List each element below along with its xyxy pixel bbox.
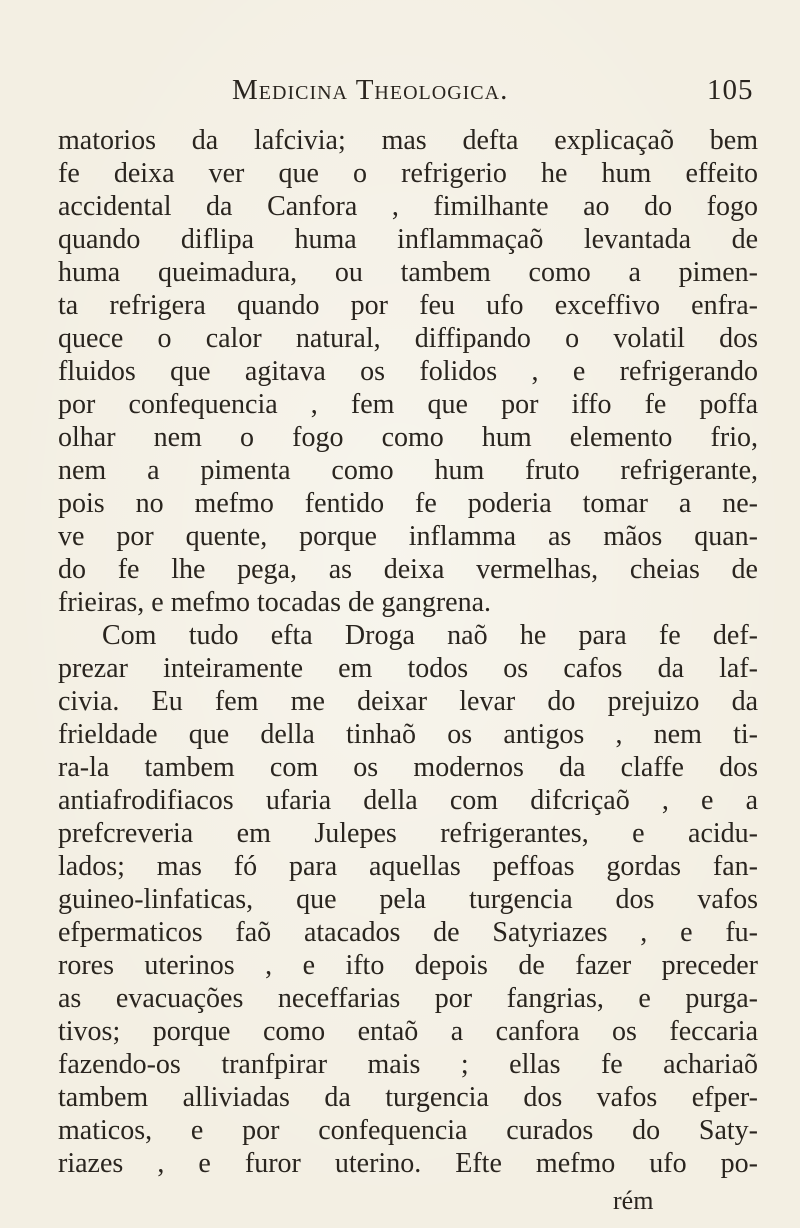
text-line: olhar nem o fogo como hum elemento frio, — [58, 422, 758, 453]
text-line: antiafrodifiacos ufaria della com difcriçaõ , e a — [58, 785, 758, 816]
text-line: quando diflipa huma inflammaçaõ levantada de — [58, 224, 758, 255]
text-line: matorios da lafcivia; mas defta explicaçaõ bem — [58, 125, 758, 156]
text-line: maticos, e por confequencia curados do Saty- — [58, 1115, 758, 1146]
text-line: prezar inteiramente em todos os cafos da laf- — [58, 653, 758, 684]
text-line: fe deixa ver que o refrigerio he hum effeito — [58, 158, 758, 189]
text-line: fluidos que agitava os folidos , e refrigerando — [58, 356, 758, 387]
text-line: do fe lhe pega, as deixa vermelhas, cheias de — [58, 554, 758, 585]
catchword: rém — [613, 1186, 654, 1215]
text-line: frieldade que della tinhaõ os antigos , nem ti- — [58, 719, 758, 750]
text-line: guineo-linfaticas, que pela turgencia dos vafos — [58, 884, 758, 915]
text-line: frieiras, e mefmo tocadas de gangrena. — [58, 587, 492, 618]
text-line: prefcreveria em Julepes refrigerantes, e acidu- — [58, 818, 758, 849]
text-line: efpermaticos faõ atacados de Satyriazes , e fu- — [58, 917, 758, 948]
text-line: ta refrigera quando por feu ufo exceffivo enfra- — [58, 290, 758, 321]
running-head — [232, 74, 752, 114]
text-line: huma queimadura, ou tambem como a pimen- — [58, 257, 758, 288]
text-line: lados; mas fó para aquellas peffoas gordas fan- — [58, 851, 758, 882]
text-line: accidental da Canfora , fimilhante ao do fogo — [58, 191, 758, 222]
text-line: fazendo-os tranfpirar mais ; ellas fe achariaõ — [58, 1049, 758, 1080]
text-line: riazes , e furor uterino. Efte mefmo ufo po- — [58, 1148, 758, 1179]
page-number: 105 — [707, 74, 754, 106]
text-line: tivos; porque como entaõ a canfora os feccaria — [58, 1016, 758, 1047]
text-line: tambem alliviadas da turgencia dos vafos efper- — [58, 1082, 758, 1113]
text-line: quece o calor natural, diffipando o volatil dos — [58, 323, 758, 354]
text-line: pois no mefmo fentido fe poderia tomar a ne- — [58, 488, 758, 519]
text-line: ra-la tambem com os modernos da claffe dos — [58, 752, 758, 783]
text-line: ve por quente, porque inflamma as mãos quan- — [58, 521, 758, 552]
text-line: civia. Eu fem me deixar levar do prejuizo da — [58, 686, 758, 717]
text-line: nem a pimenta como hum fruto refrigerante, — [58, 455, 758, 486]
body-text — [58, 124, 758, 1180]
text-line: por confequencia , fem que por iffo fe poffa — [58, 389, 758, 420]
text-line: rores uterinos , e ifto depois de fazer preceder — [58, 950, 758, 981]
paragraph-start-line: Com tudo efta Droga naõ he para fe def- — [102, 620, 758, 651]
running-title: Medicina Theologica. — [232, 74, 509, 106]
text-line: as evacuações neceffarias por fangrias, e purga- — [58, 983, 758, 1014]
